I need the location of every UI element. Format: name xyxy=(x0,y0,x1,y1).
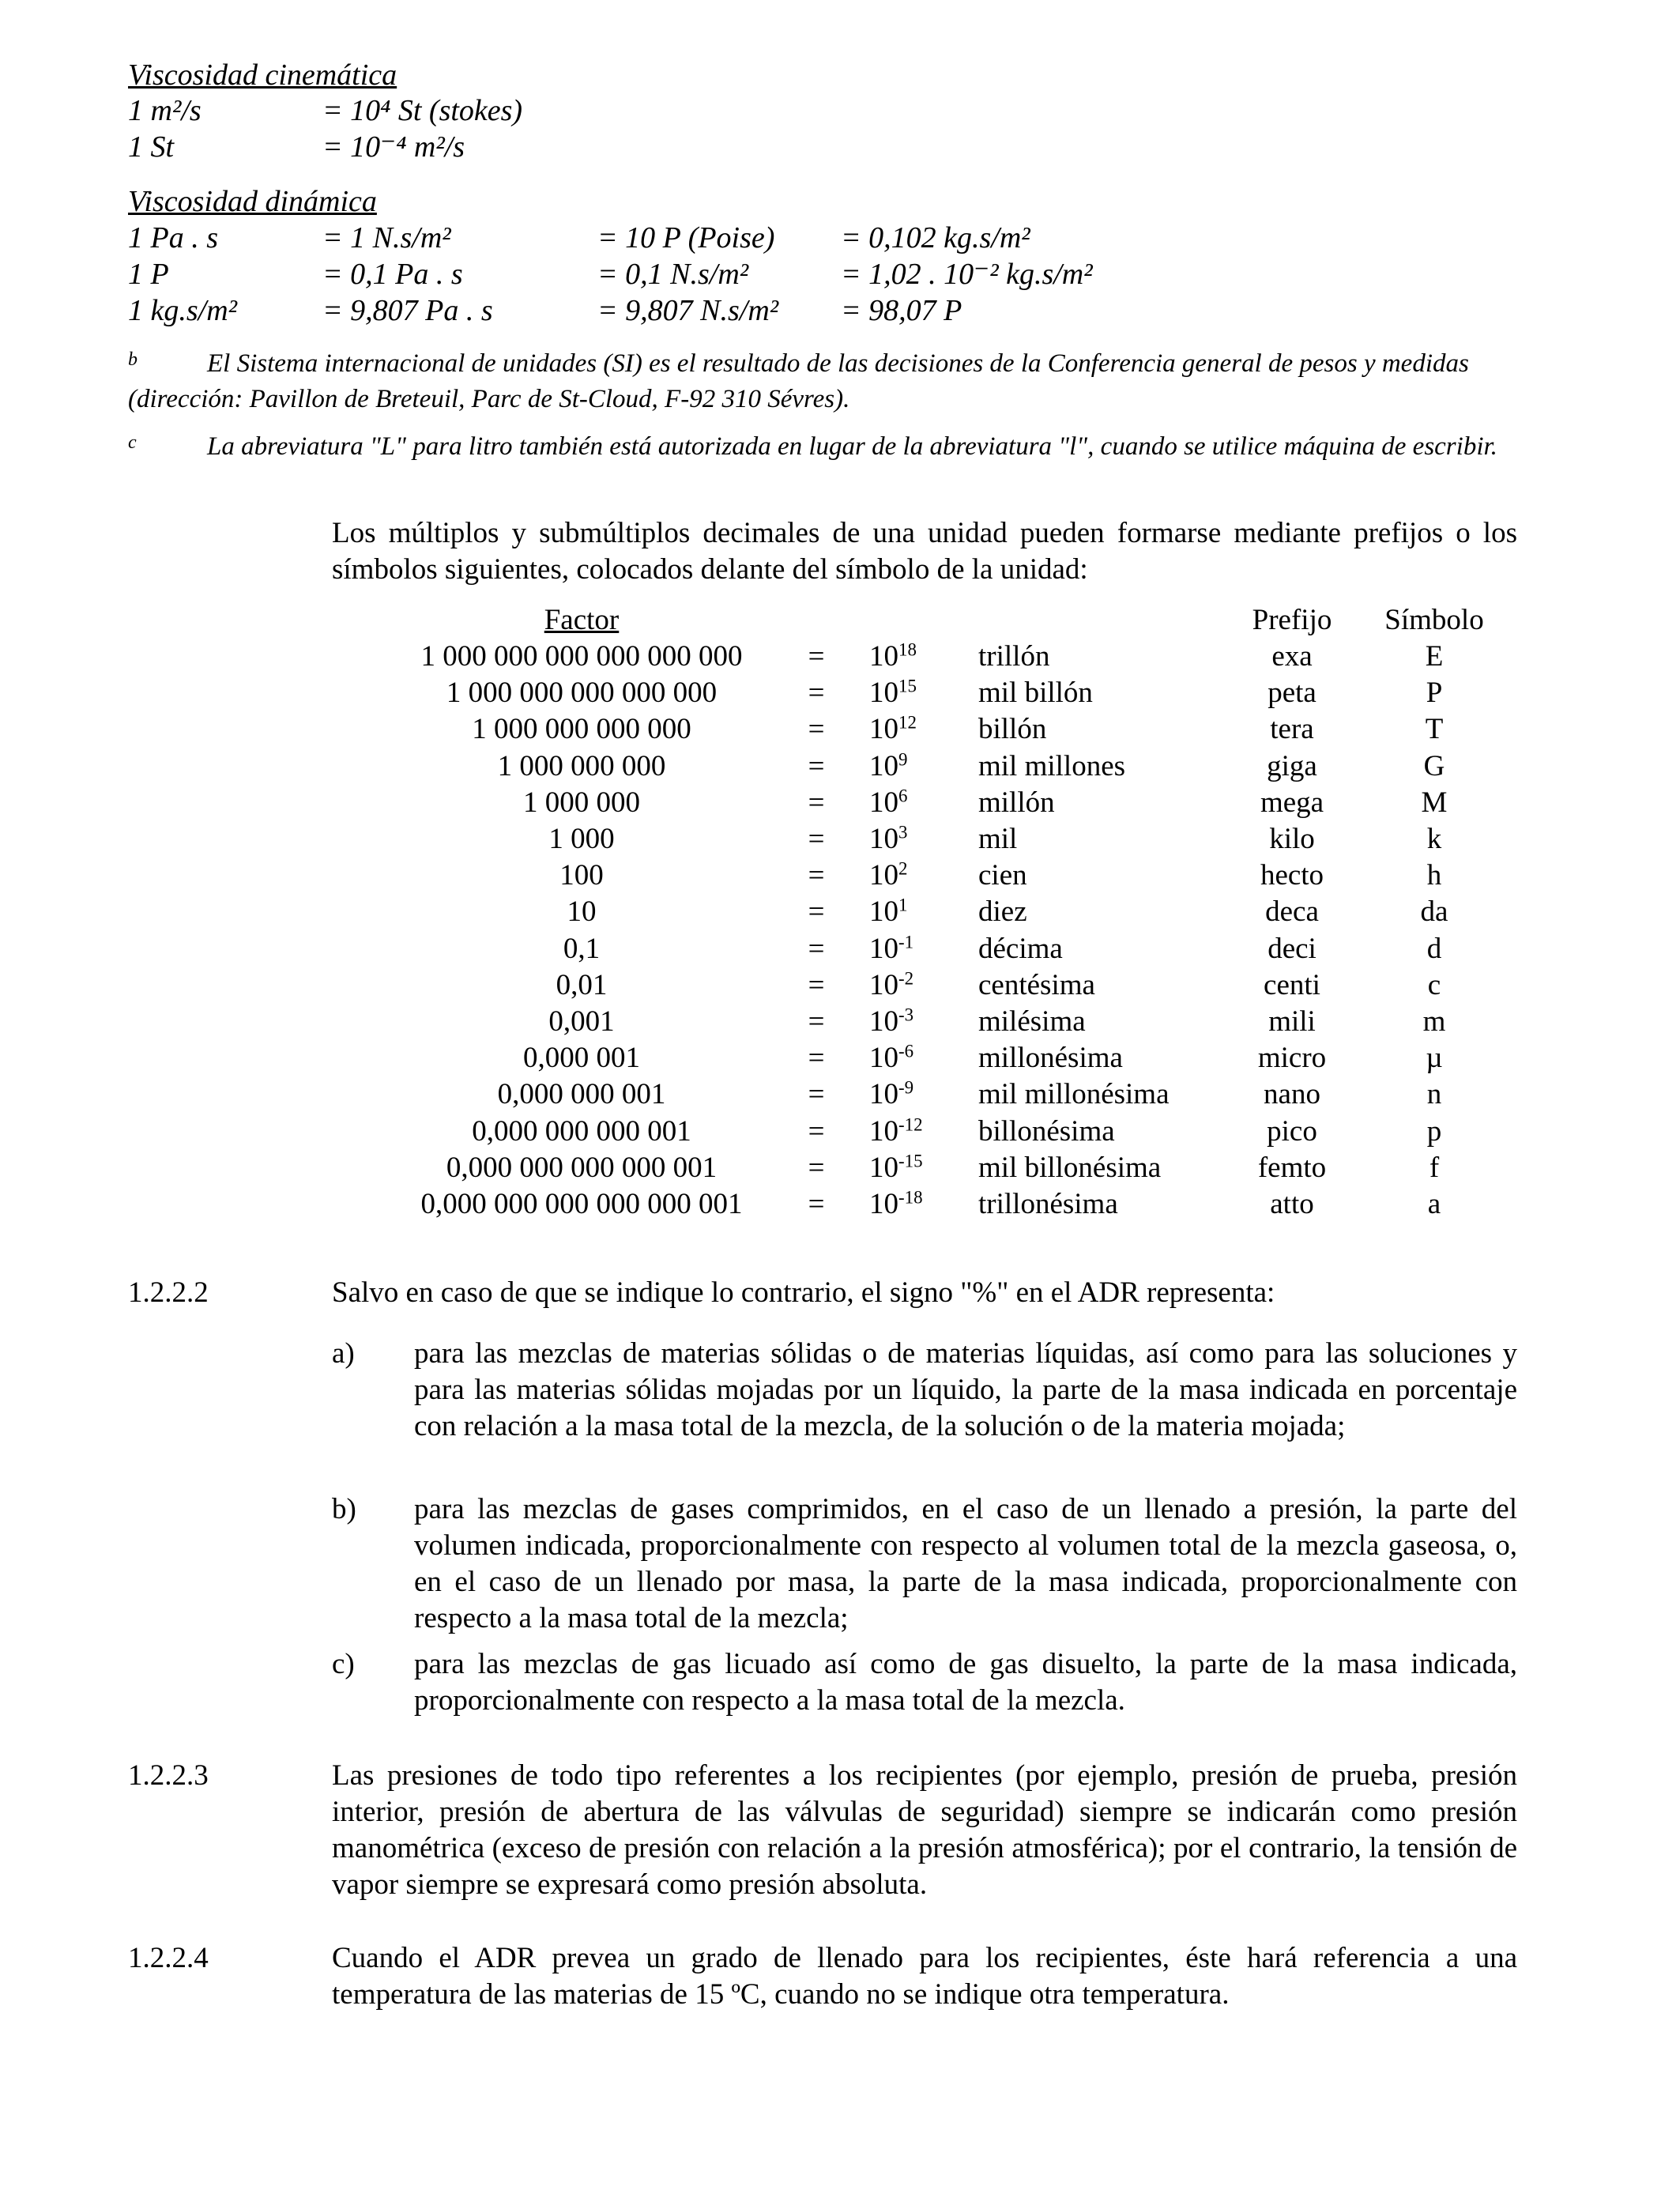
power-exponent: 18 xyxy=(898,639,917,660)
power-of-ten xyxy=(869,639,917,675)
equals-sign: = xyxy=(808,677,825,709)
footnote-mark: b xyxy=(128,349,137,370)
power-exponent: 3 xyxy=(898,822,908,843)
power-exponent: -3 xyxy=(898,1005,914,1025)
prefix-name: pico xyxy=(1267,1115,1317,1148)
dynamic-unit: 1 kg.s/m² xyxy=(128,294,238,327)
factor-value: 1 000 000 000 000 000 xyxy=(446,677,718,709)
prefix-name: mili xyxy=(1268,1005,1316,1038)
factor-name: décima xyxy=(978,933,1063,965)
factor-value: 1 000 000 000 000 000 000 xyxy=(420,640,743,673)
power-exponent: -6 xyxy=(898,1041,914,1061)
factor-name: mil xyxy=(978,823,1018,855)
factor-name: mil millonésima xyxy=(978,1078,1170,1110)
power-exponent: 15 xyxy=(898,676,917,696)
prefix-name: centi xyxy=(1264,969,1320,1001)
power-base: 10 xyxy=(869,1115,898,1148)
power-exponent: -2 xyxy=(898,968,914,989)
factor-name: mil billonésima xyxy=(978,1152,1162,1184)
power-of-ten xyxy=(869,1114,923,1150)
power-base: 10 xyxy=(869,640,898,673)
equals-sign: = xyxy=(808,640,825,673)
equals-sign: = xyxy=(808,969,825,1001)
power-base: 10 xyxy=(869,677,898,709)
kinematic-viscosity-title: Viscosidad cinemática xyxy=(128,58,397,92)
prefix-symbol: G xyxy=(1423,750,1445,782)
factor-value: 0,000 000 000 001 xyxy=(472,1115,691,1148)
equals-sign: = xyxy=(808,823,825,855)
power-of-ten xyxy=(869,1076,913,1113)
equals-sign: = xyxy=(808,1188,825,1220)
table-row xyxy=(0,1186,1680,1223)
factor-name: cien xyxy=(978,859,1027,892)
prefix-name: exa xyxy=(1271,640,1313,673)
prefix-name: peta xyxy=(1268,677,1317,709)
power-of-ten xyxy=(869,1004,913,1040)
factor-name: milésima xyxy=(978,1005,1086,1038)
symbol-column-header: Símbolo xyxy=(1384,604,1484,636)
equals-sign: = xyxy=(808,859,825,892)
factor-name: diez xyxy=(978,895,1027,928)
equals-sign: = xyxy=(808,713,825,745)
dynamic-equivalence: = 1 N.s/m² xyxy=(322,221,451,254)
power-exponent: 12 xyxy=(898,712,917,733)
prefix-symbol: µ xyxy=(1426,1042,1443,1074)
factor-name: trillón xyxy=(978,640,1050,673)
section-text: Las presiones de todo tipo referentes a los recipientes (por ejemplo, presión de prueba, presión interior, presión de abertura de las válvulas de seguridad) siempre se indicarán como presión manométrica (exceso de presión con relación a la presión atmosférica); por el contrario, la tensión de vapor siempre se expresará como presión absoluta. xyxy=(332,1759,1517,1901)
power-of-ten xyxy=(869,748,907,785)
power-base: 10 xyxy=(869,1042,898,1074)
prefix-symbol: a xyxy=(1427,1188,1441,1220)
prefix-column-header: Prefijo xyxy=(1252,604,1332,636)
prefix-name: nano xyxy=(1264,1078,1320,1110)
prefix-symbol: f xyxy=(1429,1152,1440,1184)
factor-value: 0,000 000 001 xyxy=(497,1078,666,1110)
table-row xyxy=(0,967,1680,1004)
prefix-name: tera xyxy=(1270,713,1314,745)
prefix-name: mega xyxy=(1260,786,1324,819)
prefix-name: femto xyxy=(1257,1152,1327,1184)
dynamic-equivalence: = 0,1 N.s/m² xyxy=(597,258,749,291)
power-base: 10 xyxy=(869,933,898,965)
table-row xyxy=(0,1114,1680,1150)
table-row xyxy=(0,711,1680,748)
prefix-name: deci xyxy=(1268,933,1317,965)
factor-value: 0,000 000 000 000 000 001 xyxy=(420,1188,743,1220)
power-base: 10 xyxy=(869,823,898,855)
list-item-label: c) xyxy=(332,1648,355,1680)
dynamic-equivalence: = 98,07 P xyxy=(841,294,962,327)
power-base: 10 xyxy=(869,1188,898,1220)
dynamic-equivalence: = 1,02 . 10⁻² kg.s/m² xyxy=(841,258,1093,291)
power-of-ten xyxy=(869,1040,913,1076)
power-of-ten xyxy=(869,821,907,858)
prefix-symbol: n xyxy=(1426,1078,1442,1110)
kinematic-unit: 1 St xyxy=(128,130,175,164)
prefix-name: micro xyxy=(1257,1042,1327,1074)
table-row xyxy=(0,931,1680,967)
power-of-ten xyxy=(869,785,907,821)
power-exponent: 1 xyxy=(898,895,908,915)
prefix-symbol: E xyxy=(1425,640,1444,673)
prefix-table-header xyxy=(0,602,1680,639)
list-item-text: para las mezclas de gas licuado así como de gas disuelto, la parte de la masa indicada, proporcionalmente con respecto a la masa total de la mezcla. xyxy=(414,1648,1517,1717)
list-item-text: para las mezclas de materias sólidas o de materias líquidas, así como para las soluciones y para las materias sólidas mojadas por un líquido, la parte de la masa indicada en porcentaje con relación a la masa total de la mezcla, de la solución o de la materia mojada; xyxy=(414,1337,1517,1442)
section-number: 1.2.2.2 xyxy=(128,1276,209,1309)
table-row xyxy=(0,858,1680,894)
factor-name: millón xyxy=(978,786,1055,819)
power-base: 10 xyxy=(869,1078,898,1110)
power-of-ten xyxy=(869,931,913,967)
equals-sign: = xyxy=(808,933,825,965)
power-of-ten xyxy=(869,894,907,930)
power-exponent: 2 xyxy=(898,858,908,879)
equals-sign: = xyxy=(808,1042,825,1074)
prefix-name: atto xyxy=(1270,1188,1314,1220)
table-row xyxy=(0,1040,1680,1076)
power-exponent: -9 xyxy=(898,1077,914,1098)
prefix-name: hecto xyxy=(1260,859,1324,892)
power-exponent: -1 xyxy=(898,932,914,952)
dynamic-unit: 1 Pa . s xyxy=(128,221,218,254)
list-item-label: a) xyxy=(332,1337,355,1370)
prefix-symbol: M xyxy=(1421,786,1448,819)
equals-sign: = xyxy=(808,1152,825,1184)
power-base: 10 xyxy=(869,786,898,819)
power-base: 10 xyxy=(869,713,898,745)
footnote-c xyxy=(128,429,1519,465)
section-number: 1.2.2.3 xyxy=(128,1759,209,1792)
dynamic-equivalence: = 0,1 Pa . s xyxy=(322,258,463,291)
table-row xyxy=(0,1076,1680,1113)
factor-value: 1 000 000 000 xyxy=(497,750,666,782)
table-row xyxy=(0,748,1680,785)
dynamic-equivalence: = 9,807 Pa . s xyxy=(322,294,493,327)
factor-value: 100 xyxy=(559,859,604,892)
power-of-ten xyxy=(869,675,917,711)
table-row xyxy=(0,821,1680,858)
section-text: Salvo en caso de que se indique lo contrario, el signo "%" en el ADR representa: xyxy=(332,1276,1275,1309)
dynamic-equivalence: = 10 P (Poise) xyxy=(597,221,775,254)
prefix-symbol: h xyxy=(1426,859,1442,892)
prefix-symbol: d xyxy=(1426,933,1442,965)
dynamic-viscosity-title: Viscosidad dinámica xyxy=(128,185,377,218)
section-text: Cuando el ADR prevea un grado de llenado para los recipientes, éste hará referencia a una temperatura de las materias de 15 ºC, cuando no se indique otra temperatura. xyxy=(332,1942,1517,2011)
prefix-name: kilo xyxy=(1269,823,1315,855)
kinematic-unit: 1 m²/s xyxy=(128,94,202,127)
power-base: 10 xyxy=(869,1005,898,1038)
factor-name: millonésima xyxy=(978,1042,1123,1074)
prefix-symbol: da xyxy=(1420,895,1448,928)
power-of-ten xyxy=(869,1150,923,1186)
table-row xyxy=(0,639,1680,675)
kinematic-equivalence: = 10⁴ St (stokes) xyxy=(322,94,523,127)
prefix-symbol: c xyxy=(1427,969,1441,1001)
factor-name: billonésima xyxy=(978,1115,1115,1148)
power-base: 10 xyxy=(869,895,898,928)
equals-sign: = xyxy=(808,1005,825,1038)
prefix-symbol: k xyxy=(1426,823,1442,855)
power-base: 10 xyxy=(869,859,898,892)
power-of-ten xyxy=(869,967,913,1004)
footnote-text: El Sistema internacional de unidades (SI) es el resultado de las decisiones de la Conferencia general de pesos y medidas (dirección: Pavillon de Breteuil, Parc de St-Cloud, F-92 310 Sévres). xyxy=(128,349,1469,413)
prefix-intro-paragraph: Los múltiplos y submúltiplos decimales de una unidad pueden formarse mediante prefijos o los símbolos siguientes, colocados delante del símbolo de la unidad: xyxy=(332,517,1517,586)
dynamic-equivalence: = 0,102 kg.s/m² xyxy=(841,221,1030,254)
list-item-text: para las mezclas de gases comprimidos, en el caso de un llenado a presión, la parte del volumen indicada, proporcionalmente con respecto al volumen total de la mezcla gaseosa, o, en el caso de un llenado por masa, la parte de la masa indicada, proporcionalmente con respecto a la masa total de la mezcla; xyxy=(414,1493,1517,1634)
factor-name: mil billón xyxy=(978,677,1093,709)
footnote-mark: c xyxy=(128,432,137,453)
factor-value: 1 000 xyxy=(548,823,615,855)
factor-name: mil millones xyxy=(978,750,1126,782)
power-of-ten xyxy=(869,1186,923,1223)
prefix-symbol: P xyxy=(1426,677,1443,709)
footnote-text: La abreviatura "L" para litro también está autorizada en lugar de la abreviatura "l", cuando se utilice máquina de escribir. xyxy=(207,432,1497,461)
factor-value: 1 000 000 000 000 xyxy=(472,713,691,745)
table-row xyxy=(0,894,1680,930)
factor-value: 0,001 xyxy=(548,1005,615,1038)
factor-value: 10 xyxy=(567,895,597,928)
kinematic-equivalence: = 10⁻⁴ m²/s xyxy=(322,130,465,164)
table-row xyxy=(0,785,1680,821)
prefix-symbol: T xyxy=(1425,713,1444,745)
factor-value: 0,01 xyxy=(556,969,608,1001)
power-exponent: -12 xyxy=(898,1114,923,1135)
prefix-symbol: p xyxy=(1426,1115,1442,1148)
factor-name: billón xyxy=(978,713,1047,745)
equals-sign: = xyxy=(808,786,825,819)
factor-column-header: Factor xyxy=(544,604,620,636)
equals-sign: = xyxy=(808,750,825,782)
equals-sign: = xyxy=(808,895,825,928)
power-exponent: 9 xyxy=(898,749,908,770)
factor-value: 0,000 000 000 000 001 xyxy=(446,1152,718,1184)
power-base: 10 xyxy=(869,1152,898,1184)
prefix-name: deca xyxy=(1265,895,1319,928)
power-exponent: -15 xyxy=(898,1151,923,1171)
footnote-b xyxy=(128,346,1519,417)
prefix-name: giga xyxy=(1267,750,1317,782)
power-exponent: 6 xyxy=(898,786,908,806)
power-base: 10 xyxy=(869,969,898,1001)
dynamic-unit: 1 P xyxy=(128,258,169,291)
power-base: 10 xyxy=(869,750,898,782)
power-of-ten xyxy=(869,711,917,748)
power-exponent: -18 xyxy=(898,1187,923,1208)
section-number: 1.2.2.4 xyxy=(128,1942,209,1974)
dynamic-equivalence: = 9,807 N.s/m² xyxy=(597,294,779,327)
list-item-label: b) xyxy=(332,1493,356,1525)
power-of-ten xyxy=(869,858,907,894)
equals-sign: = xyxy=(808,1115,825,1148)
equals-sign: = xyxy=(808,1078,825,1110)
factor-value: 1 000 000 xyxy=(523,786,640,819)
factor-name: centésima xyxy=(978,969,1095,1001)
factor-value: 0,1 xyxy=(563,933,601,965)
prefix-symbol: m xyxy=(1422,1005,1446,1038)
table-row xyxy=(0,1150,1680,1186)
factor-name: trillonésima xyxy=(978,1188,1118,1220)
table-row xyxy=(0,1004,1680,1040)
factor-value: 0,000 001 xyxy=(523,1042,640,1074)
table-row xyxy=(0,675,1680,711)
